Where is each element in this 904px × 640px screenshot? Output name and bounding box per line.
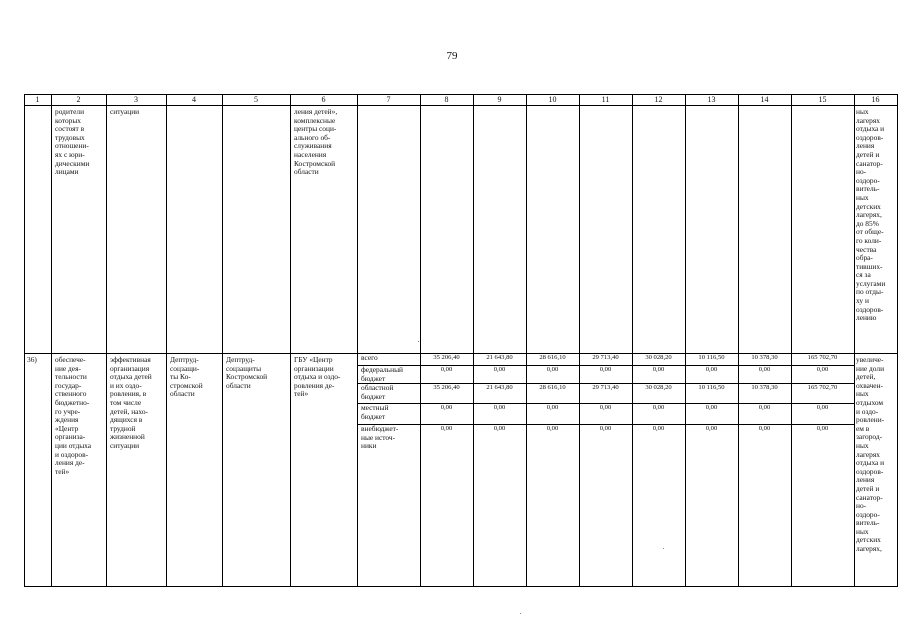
funding-value-cell: 30 028,20 — [645, 384, 672, 391]
column-rule-9 — [473, 94, 474, 587]
row36-col5-text: Дептруд- соцзащиты Костромской области — [226, 356, 268, 390]
column-rule-4 — [166, 94, 167, 587]
column-header-3: 3 — [134, 95, 138, 104]
funding-value-cell: 0,00 — [705, 425, 718, 432]
funding-value-cell: 0,00 — [705, 404, 718, 411]
funding-value-cell: 0,00 — [546, 404, 559, 411]
funding-value-cell: 0,00 — [652, 404, 665, 411]
funding-value-cell: 0,00 — [652, 366, 665, 373]
header-bottom-rule — [24, 105, 897, 106]
column-rule-8 — [420, 94, 421, 587]
column-rule-17 — [897, 94, 898, 587]
funding-value-cell: 0,00 — [816, 366, 829, 373]
column-header-11: 11 — [601, 95, 610, 104]
column-header-16: 16 — [871, 95, 880, 104]
column-rule-16 — [854, 94, 855, 587]
funding-value-cell: 0,00 — [599, 366, 612, 373]
funding-value-cell: 28 616,10 — [539, 354, 566, 361]
column-header-4: 4 — [192, 95, 196, 104]
column-rule-10 — [526, 94, 527, 587]
funding-value-cell: 28 616,10 — [539, 384, 566, 391]
funding-source-label: федеральный бюджет — [361, 366, 403, 383]
column-rule-6 — [290, 94, 291, 587]
continued-col6-text: ления детей», комплексные центры соци- ального об- служивания населения Костромской области — [294, 108, 338, 177]
row36-col4-text: Дептруд- соцзащи- ты Ко- стромской области — [170, 356, 203, 399]
continued-col3-text: ситуации — [110, 108, 140, 116]
funding-value-cell: 35 206,40 — [433, 354, 460, 361]
funding-value-cell: 0,00 — [758, 366, 771, 373]
funding-source-label: внебюджет- ные источ- ники — [361, 425, 399, 451]
funding-value-cell: 0,00 — [440, 425, 453, 432]
funding-value-cell: 10 378,30 — [751, 354, 778, 361]
column-rule-1 — [24, 94, 25, 587]
funding-source-label: местный бюджет — [361, 404, 389, 421]
column-rule-11 — [579, 94, 580, 587]
funding-value-cell: 10 378,30 — [751, 384, 778, 391]
funding-value-cell: 0,00 — [652, 425, 665, 432]
page-number: 79 — [446, 50, 458, 62]
funding-value-cell: 0,00 — [493, 425, 506, 432]
row36-col3-text: эффективная организация отдыха детей и их оздо- ровления, в том числе детей, нахо- дящихся в трудной жизненной ситуации — [110, 356, 152, 450]
column-header-9: 9 — [497, 95, 502, 104]
column-header-13: 13 — [707, 95, 716, 104]
column-header-2: 2 — [76, 95, 81, 104]
funding-value-cell: 165 702,70 — [807, 354, 838, 361]
column-rule-14 — [738, 94, 739, 587]
funding-value-cell: 10 116,50 — [698, 384, 725, 391]
funding-value-cell: 0,00 — [440, 404, 453, 411]
funding-value-cell: 165 702,70 — [807, 384, 838, 391]
funding-value-cell: 0,00 — [493, 404, 506, 411]
funding-value-cell: 0,00 — [816, 404, 829, 411]
funding-value-cell: 21 643,80 — [486, 354, 513, 361]
funding-value-cell: 0,00 — [599, 425, 612, 432]
funding-value-cell: 29 713,40 — [592, 354, 619, 361]
funding-value-cell: 35 206,40 — [433, 384, 460, 391]
column-rule-13 — [685, 94, 686, 587]
funding-source-label: областной бюджет — [361, 384, 394, 401]
column-header-7: 7 — [386, 95, 391, 104]
table-bottom-rule — [24, 586, 897, 587]
funding-value-cell: 0,00 — [440, 366, 453, 373]
funding-value-cell: 0,00 — [705, 366, 718, 373]
column-rule-5 — [222, 94, 223, 587]
continued-col2-text: родители которых состоят в трудовых отношени- ях с юри- дическими лицами — [55, 108, 90, 177]
scan-speck — [520, 613, 521, 614]
column-rule-2 — [51, 94, 52, 587]
continued-col16-text: ных лагерях отдыха и оздоров- ления детей и санатор- но- оздоро- витель- ных детских лагерях, до 85% от обще- го коли- чества обра- тивших- ся за услугами по отды- ху и оздоров- лению — [856, 108, 886, 323]
column-header-1: 1 — [35, 95, 40, 104]
column-header-10: 10 — [548, 95, 557, 104]
funding-source-label: всего — [361, 354, 378, 362]
column-rule-12 — [632, 94, 633, 587]
funding-value-cell: 0,00 — [493, 366, 506, 373]
funding-value-cell: 0,00 — [546, 425, 559, 432]
row36-col2-text: обеспече- ние дея- тельности государ- ственного бюджетно- го учре- ждения «Центр организа- ции отдыха и оздоров- ления де- тей» — [55, 356, 92, 476]
funding-value-cell: 0,00 — [599, 404, 612, 411]
funding-value-cell: 0,00 — [546, 366, 559, 373]
funding-value-cell: 0,00 — [758, 425, 771, 432]
column-header-8: 8 — [444, 95, 449, 104]
funding-value-cell: 29 713,40 — [592, 384, 619, 391]
funding-value-cell: 0,00 — [816, 425, 829, 432]
funding-value-cell: 21 643,80 — [486, 384, 513, 391]
column-header-5: 5 — [254, 95, 258, 104]
column-header-14: 14 — [760, 95, 769, 104]
column-header-6: 6 — [321, 95, 326, 104]
funding-value-cell: 10 116,50 — [698, 354, 725, 361]
column-rule-3 — [106, 94, 107, 587]
row36-col16-text: увеличе- ние доли детей, охвачен- ных отдыхом и оздо- ровлени- ем в загород- ных лагерях отдыха и оздоров- ления детей и санатор- но- оздоро- витель- ных детских лагерях, — [856, 356, 885, 554]
column-rule-15 — [791, 94, 792, 587]
column-header-15: 15 — [818, 95, 827, 104]
scan-speck — [663, 548, 664, 549]
funding-value-cell: 30 028,20 — [645, 354, 672, 361]
column-rule-7 — [357, 94, 358, 587]
funding-value-cell: 0,00 — [758, 404, 771, 411]
row36-col6-text: ГБУ «Центр организации отдыха и оздо- ровления де- тей» — [294, 356, 341, 399]
row-number: 36) — [27, 356, 37, 364]
column-header-12: 12 — [654, 95, 663, 104]
scan-speck — [418, 341, 419, 342]
